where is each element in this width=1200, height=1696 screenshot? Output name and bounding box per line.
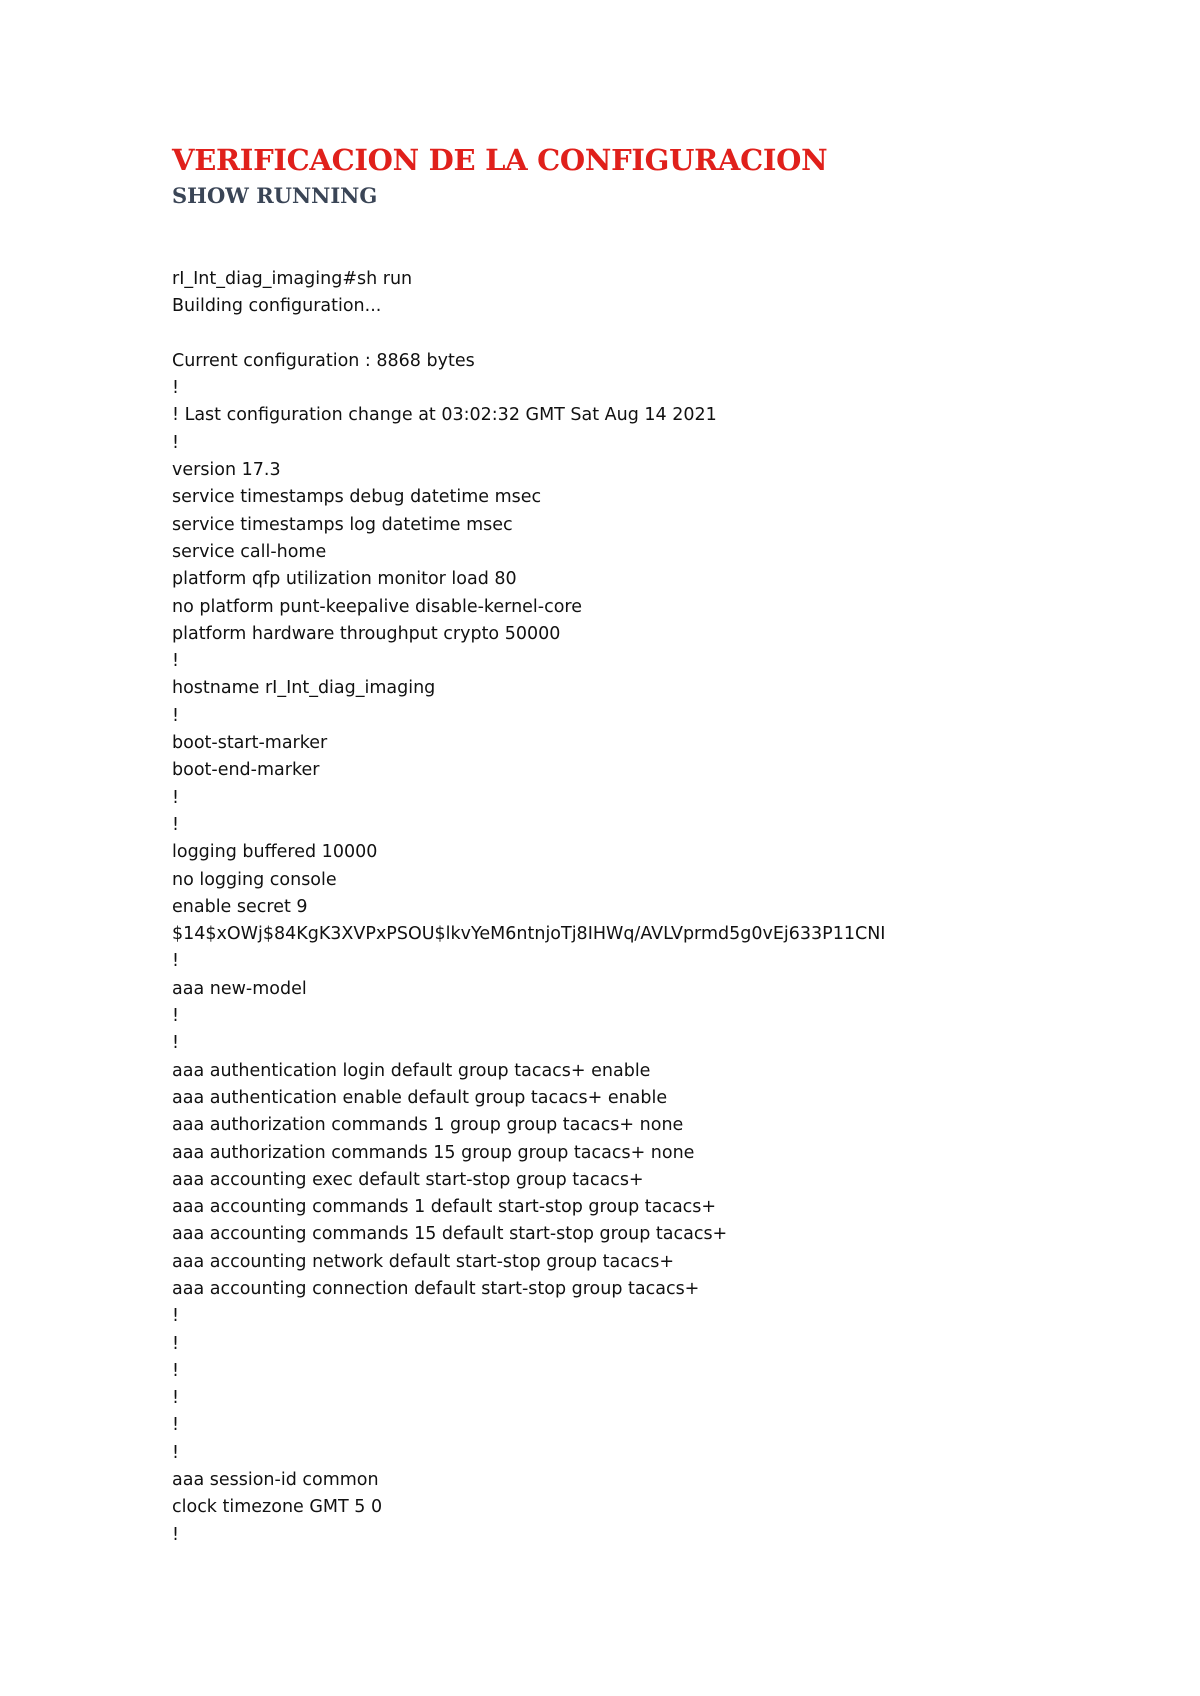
config-line: ! (172, 951, 180, 972)
config-line: ! (172, 651, 180, 672)
config-line: ! Last configuration change at 03:02:32 GMT Sat Aug 14 2021 (172, 405, 717, 426)
config-line: platform hardware throughput crypto 50000 (172, 623, 561, 644)
config-line: ! (172, 432, 180, 453)
config-line: ! (172, 378, 180, 399)
config-output (172, 266, 885, 1549)
config-line: ! (172, 1333, 180, 1354)
document-subtitle: SHOW RUNNING (172, 183, 378, 208)
config-line: aaa authorization commands 15 group group tacacs+ none (172, 1142, 695, 1163)
config-line: ! (172, 1442, 180, 1463)
config-line: logging buffered 10000 (172, 842, 378, 863)
config-line: ! (172, 705, 180, 726)
config-line: service call-home (172, 541, 327, 562)
config-line: Current configuration : 8868 bytes (172, 350, 475, 371)
config-line: aaa session-id common (172, 1470, 379, 1491)
config-line: aaa accounting connection default start-stop group tacacs+ (172, 1278, 700, 1299)
config-line: aaa authentication enable default group tacacs+ enable (172, 1087, 668, 1108)
config-line: ! (172, 814, 180, 835)
config-line: aaa authentication login default group tacacs+ enable (172, 1060, 651, 1081)
config-line: boot-end-marker (172, 760, 320, 781)
config-line: aaa new-model (172, 978, 307, 999)
config-line: no platform punt-keepalive disable-kernel-core (172, 596, 583, 617)
config-line: hostname rI_Int_diag_imaging (172, 678, 436, 699)
config-line: clock timezone GMT 5 0 (172, 1497, 383, 1518)
config-line: $14$xOWj$84KgK3XVPxPSOU$lkvYeM6ntnjoTj8IHWq/AVLVprmd5g0vEj633P11CNI (172, 924, 886, 945)
config-line: aaa accounting commands 1 default start-stop group tacacs+ (172, 1197, 717, 1218)
config-line: ! (172, 1306, 180, 1327)
config-line: platform qfp utilization monitor load 80 (172, 569, 517, 590)
config-line: service timestamps log datetime msec (172, 514, 513, 535)
config-line: rI_Int_diag_imaging#sh run (172, 269, 413, 289)
config-line: Building configuration... (172, 296, 382, 317)
config-line: enable secret 9 (172, 896, 308, 917)
config-line: ! (172, 1360, 180, 1381)
config-line: no logging console (172, 869, 337, 890)
config-line: aaa accounting commands 15 default start-stop group tacacs+ (172, 1224, 728, 1245)
config-line: service timestamps debug datetime msec (172, 487, 542, 508)
config-line: aaa accounting network default start-stop group tacacs+ (172, 1251, 674, 1272)
config-line (172, 321, 885, 348)
config-line: aaa authorization commands 1 group group tacacs+ none (172, 1115, 684, 1136)
config-line: ! (172, 1388, 180, 1409)
config-line: ! (172, 1033, 180, 1054)
config-line: aaa accounting exec default start-stop group tacacs+ (172, 1169, 644, 1190)
config-line: ! (172, 1524, 180, 1545)
config-line: ! (172, 1415, 180, 1436)
config-line: boot-start-marker (172, 733, 328, 754)
config-line: ! (172, 787, 180, 808)
config-line: version 17.3 (172, 460, 281, 481)
document-title: VERIFICACION DE LA CONFIGURACION (172, 143, 828, 177)
config-line: ! (172, 1006, 180, 1027)
